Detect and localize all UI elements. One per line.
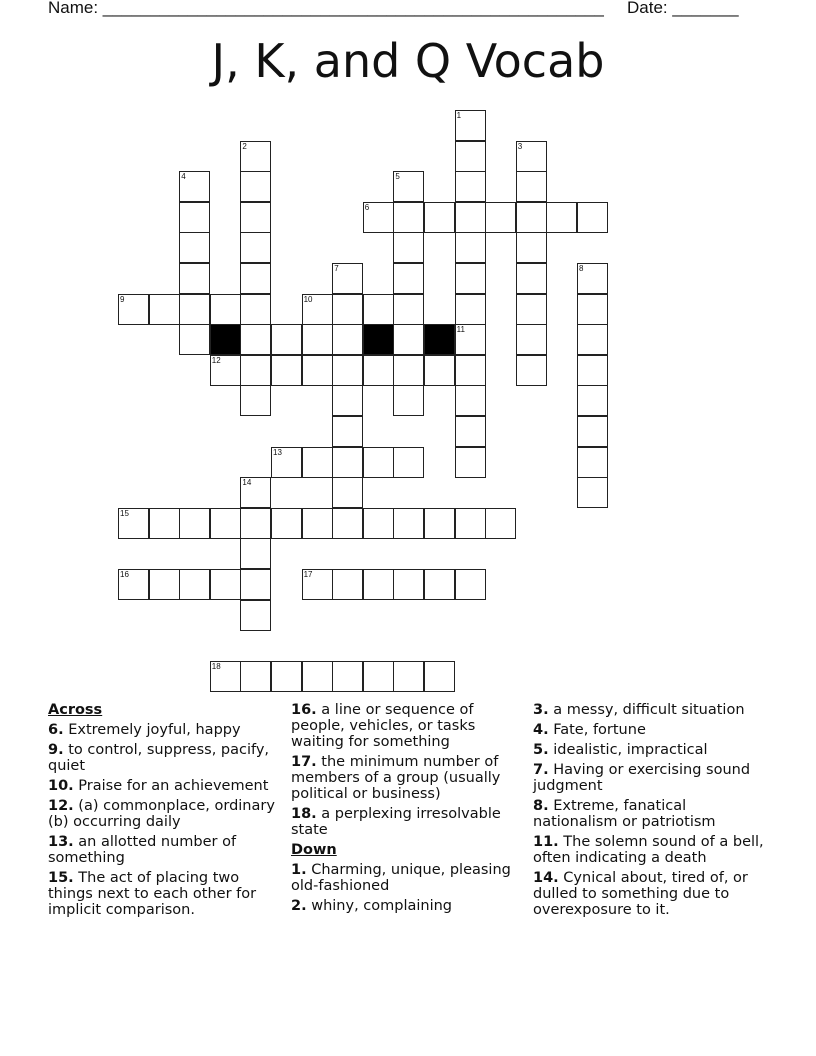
crossword-cell[interactable] xyxy=(240,202,271,233)
crossword-cell[interactable] xyxy=(393,263,424,294)
clue-across-15: 15. The act of placing two things next to each other for implicit comparison. xyxy=(48,870,257,918)
crossword-cell[interactable] xyxy=(210,569,241,600)
clue-number: 13 xyxy=(273,447,282,457)
down-heading: Down xyxy=(291,842,337,858)
crossword-cell[interactable] xyxy=(240,538,271,569)
crossword-cell[interactable] xyxy=(485,508,516,539)
crossword-cell[interactable] xyxy=(240,232,271,263)
clue-down-14: 14. Cynical about, tired of, or dulled to something due to overexposure to it. xyxy=(533,870,748,918)
crossword-cell[interactable] xyxy=(516,263,547,294)
clue-down-7: 7. Having or exercising sound judgment xyxy=(533,762,751,794)
clue-number: 6 xyxy=(364,202,370,212)
crossword-cell[interactable] xyxy=(363,355,394,386)
crossword-cell[interactable] xyxy=(332,569,363,600)
crossword-cell[interactable] xyxy=(485,202,516,233)
crossword-cell[interactable] xyxy=(516,355,547,386)
crossword-cell[interactable] xyxy=(393,355,424,386)
crossword-cell[interactable] xyxy=(210,294,241,325)
crossword-cell[interactable] xyxy=(179,171,210,202)
crossword-cell[interactable] xyxy=(455,569,486,600)
crossword-cell[interactable] xyxy=(240,355,271,386)
black-square xyxy=(424,324,455,355)
crossword-cell[interactable] xyxy=(240,661,271,692)
crossword-cell[interactable] xyxy=(240,141,271,172)
clue-number: 10 xyxy=(303,294,313,304)
crossword-cell[interactable] xyxy=(271,508,302,539)
crossword-cell[interactable] xyxy=(363,661,394,692)
crossword-cell[interactable] xyxy=(516,294,547,325)
crossword-cell[interactable] xyxy=(179,232,210,263)
crossword-cell[interactable] xyxy=(332,385,363,416)
crossword-cell[interactable] xyxy=(577,324,608,355)
crossword-cell[interactable] xyxy=(302,447,333,478)
clue-number: 9 xyxy=(120,294,125,304)
crossword-cell[interactable] xyxy=(149,294,180,325)
crossword-cell[interactable] xyxy=(332,508,363,539)
crossword-cell[interactable] xyxy=(393,385,424,416)
clues-column-2 xyxy=(291,702,513,918)
crossword-cell[interactable] xyxy=(516,202,547,233)
crossword-cell[interactable] xyxy=(210,661,241,692)
crossword-cell[interactable] xyxy=(302,508,333,539)
crossword-cell[interactable] xyxy=(516,171,547,202)
crossword-cell[interactable] xyxy=(332,355,363,386)
crossword-cell[interactable] xyxy=(393,171,424,202)
clue-down-1: 1. Charming, unique, pleasing old-fashioned xyxy=(291,862,511,894)
crossword-cell[interactable] xyxy=(516,232,547,263)
crossword-cell[interactable] xyxy=(332,324,363,355)
clue-down-2: 2. whiny, complaining xyxy=(291,898,453,914)
crossword-cell[interactable] xyxy=(516,324,547,355)
clue-across-17: 17. the minimum number of members of a group (usually political or business) xyxy=(291,754,501,802)
crossword-cell[interactable] xyxy=(271,447,302,478)
crossword-cell[interactable] xyxy=(455,294,486,325)
crossword-cell[interactable] xyxy=(577,447,608,478)
clue-number: 14 xyxy=(242,478,252,488)
crossword-cell[interactable] xyxy=(455,171,486,202)
crossword-cell[interactable] xyxy=(393,447,424,478)
crossword-cell[interactable] xyxy=(302,569,333,600)
black-square xyxy=(363,324,394,355)
crossword-cell[interactable] xyxy=(363,508,394,539)
clue-number: 11 xyxy=(456,325,465,335)
crossword-cell[interactable] xyxy=(332,263,363,294)
crossword-cell[interactable] xyxy=(240,263,271,294)
crossword-cell[interactable] xyxy=(302,355,333,386)
crossword-cell[interactable] xyxy=(455,202,486,233)
crossword-cell[interactable] xyxy=(516,141,547,172)
crossword-cell[interactable] xyxy=(424,569,455,600)
crossword-cell[interactable] xyxy=(455,385,486,416)
crossword-cell[interactable] xyxy=(240,294,271,325)
crossword-cell[interactable] xyxy=(393,508,424,539)
crossword-cell[interactable] xyxy=(455,355,486,386)
crossword-cell[interactable] xyxy=(210,355,241,386)
clue-across-10: 10. Praise for an achievement xyxy=(48,778,269,794)
crossword-cell[interactable] xyxy=(577,202,608,233)
crossword-cell[interactable] xyxy=(271,355,302,386)
crossword-cell[interactable] xyxy=(424,355,455,386)
crossword-cell[interactable] xyxy=(271,661,302,692)
crossword-cell[interactable] xyxy=(424,661,455,692)
crossword-cell[interactable] xyxy=(240,171,271,202)
clues-column-3 xyxy=(533,702,773,922)
crossword-cell[interactable] xyxy=(118,508,149,539)
clue-across-16: 16. a line or sequence of people, vehicles, or tasks waiting for something xyxy=(291,702,476,750)
crossword-cell[interactable] xyxy=(302,661,333,692)
crossword-cell[interactable] xyxy=(455,324,486,355)
clue-across-18: 18. a perplexing irresolvable state xyxy=(291,806,501,838)
crossword-cell[interactable] xyxy=(424,202,455,233)
crossword-cell[interactable] xyxy=(363,294,394,325)
crossword-cell[interactable] xyxy=(363,202,394,233)
clue-number: 17 xyxy=(303,570,313,579)
crossword-cell[interactable] xyxy=(332,416,363,447)
clue-down-3: 3. a messy, difficult situation xyxy=(533,702,745,718)
clue-number: 8 xyxy=(579,264,584,273)
crossword-cell[interactable] xyxy=(577,355,608,386)
across-heading: Across xyxy=(48,702,103,718)
crossword-cell[interactable] xyxy=(149,569,180,600)
crossword-cell[interactable] xyxy=(240,569,271,600)
crossword-cell[interactable] xyxy=(577,294,608,325)
crossword-cell[interactable] xyxy=(393,294,424,325)
crossword-cell[interactable] xyxy=(546,202,577,233)
crossword-cell[interactable] xyxy=(393,232,424,263)
crossword-cell[interactable] xyxy=(455,416,486,447)
crossword-cell[interactable] xyxy=(393,661,424,692)
crossword-cell[interactable] xyxy=(240,508,271,539)
clue-down-4: 4. Fate, fortune xyxy=(533,722,646,738)
clue-number: 15 xyxy=(120,508,129,518)
crossword-cell[interactable] xyxy=(393,324,424,355)
crossword-cell[interactable] xyxy=(302,324,333,355)
clue-down-8: 8. Extreme, fanatical nationalism or patriotism xyxy=(533,798,716,830)
crossword-cell[interactable] xyxy=(577,263,608,294)
clue-across-12: 12. (a) commonplace, ordinary (b) occurring daily xyxy=(48,798,275,830)
date-field-label: Date: _______ xyxy=(627,0,739,17)
crossword-cell[interactable] xyxy=(363,447,394,478)
crossword-cell[interactable] xyxy=(179,508,210,539)
crossword-cell[interactable] xyxy=(363,569,394,600)
crossword-cell[interactable] xyxy=(240,477,271,508)
crossword-cell[interactable] xyxy=(332,477,363,508)
crossword-cell[interactable] xyxy=(118,294,149,325)
clue-number: 4 xyxy=(181,172,186,182)
clue-number: 12 xyxy=(211,355,221,365)
crossword-cell[interactable] xyxy=(240,385,271,416)
crossword-cell[interactable] xyxy=(455,110,486,141)
crossword-cell[interactable] xyxy=(302,294,333,325)
clue-number: 2 xyxy=(242,141,247,151)
crossword-cell[interactable] xyxy=(149,508,180,539)
crossword-cell[interactable] xyxy=(179,263,210,294)
clue-down-5: 5. idealistic, impractical xyxy=(533,742,708,758)
crossword-cell[interactable] xyxy=(577,385,608,416)
clue-across-6: 6. Extremely joyful, happy xyxy=(48,722,241,738)
clue-across-9: 9. to control, suppress, pacify, quiet xyxy=(48,742,270,774)
crossword-cell[interactable] xyxy=(455,232,486,263)
crossword-cell[interactable] xyxy=(424,508,455,539)
crossword-cell[interactable] xyxy=(240,324,271,355)
crossword-cell[interactable] xyxy=(179,294,210,325)
clue-number: 1 xyxy=(456,111,462,120)
black-square xyxy=(210,324,241,355)
clue-number: 5 xyxy=(395,172,400,182)
clue-across-13: 13. an allotted number of something xyxy=(48,834,237,866)
clue-number: 18 xyxy=(211,661,221,671)
crossword-cell[interactable] xyxy=(455,263,486,294)
clue-number: 3 xyxy=(517,141,523,151)
crossword-cell[interactable] xyxy=(393,202,424,233)
crossword-cell[interactable] xyxy=(179,569,210,600)
crossword-cell[interactable] xyxy=(393,569,424,600)
clue-number: 16 xyxy=(120,570,129,579)
crossword-cell[interactable] xyxy=(271,324,302,355)
clue-number: 7 xyxy=(334,264,339,273)
crossword-cell[interactable] xyxy=(455,508,486,539)
crossword-cell[interactable] xyxy=(577,477,608,508)
crossword-cell[interactable] xyxy=(455,447,486,478)
crossword-cell[interactable] xyxy=(240,600,271,631)
crossword-cell[interactable] xyxy=(332,447,363,478)
crossword-cell[interactable] xyxy=(577,416,608,447)
page-title: J, K, and Q Vocab xyxy=(211,34,605,88)
crossword-cell[interactable] xyxy=(332,294,363,325)
crossword-cell[interactable] xyxy=(179,202,210,233)
crossword-cell[interactable] xyxy=(179,324,210,355)
crossword-cell[interactable] xyxy=(118,569,149,600)
crossword-cell[interactable] xyxy=(332,661,363,692)
clue-down-11: 11. The solemn sound of a bell, often indicating a death xyxy=(533,834,764,866)
crossword-cell[interactable] xyxy=(455,141,486,172)
name-field-label: Name: _____________________________________________________ xyxy=(48,0,604,17)
crossword-cell[interactable] xyxy=(210,508,241,539)
clues-column-1 xyxy=(48,702,280,922)
